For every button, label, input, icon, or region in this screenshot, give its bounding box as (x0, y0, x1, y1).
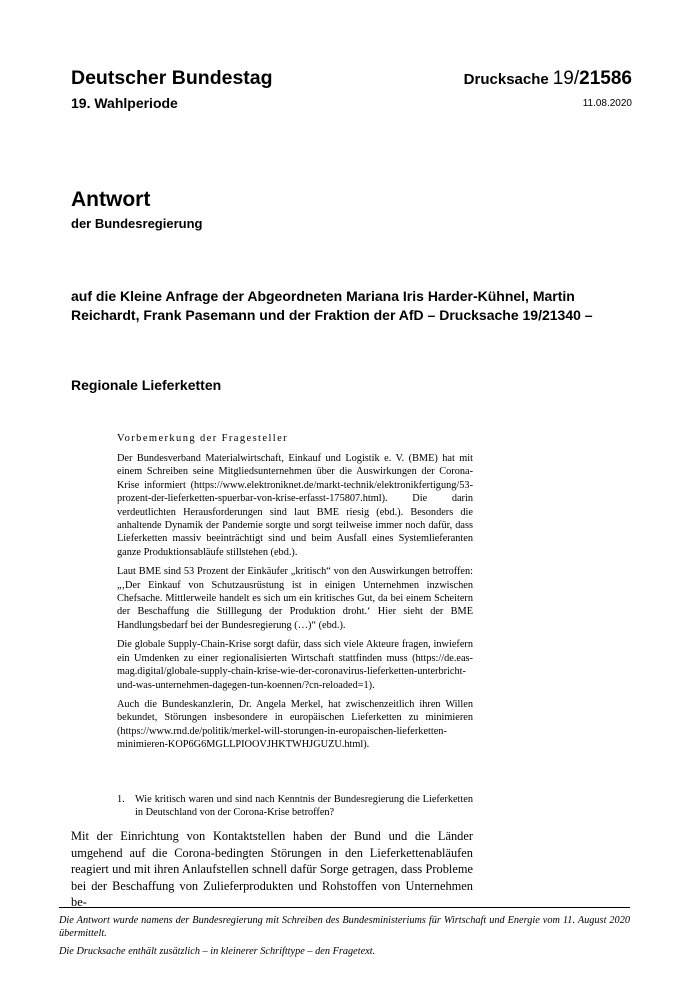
inquiry-reference: auf die Kleine Anfrage der Abgeordneten Mariana Iris Harder-Kühnel, Martin Reichardt, Frank Pasemann und der Fraktion der AfD – Drucksache 19/21340 – (71, 288, 593, 323)
footer-font-note: Die Drucksache enthält zusätzlich – in kleinerer Schrifttype – den Fragetext. (59, 946, 376, 957)
question-text: Wie kritisch waren und sind nach Kenntnis der Bundesregierung die Lieferketten in Deutschland von der Corona-Krise betroffen? (135, 794, 473, 819)
topic-heading: Regionale Lieferketten (71, 377, 222, 393)
preliminary-paragraph: Die globale Supply-Chain-Krise sorgt dafür, dass sich viele Akteure fragen, inwiefern ein Umdenken zu einer regionalisierten Wirtschaft stattfinden muss (https://de.eas-mag.digital/globale-supply-chain-krise-wie-der-coronavirus-lieferketten-unterbricht-und-was-unternehmen-dagegen-tun-koennen/?cn-reloaded=1). (117, 639, 473, 691)
question-number: 1. (117, 794, 125, 805)
legislative-period: 19. Wahlperiode (71, 95, 178, 111)
preliminary-paragraph: Auch die Bundeskanzlerin, Dr. Angela Merkel, hat zwischenzeitlich ihren Willen bekundet, Störungen insbesondere in europäischen Lieferketten zu minimieren (https://www.rnd.de/politik/merkel-will-storungen-in-europaischen-lieferketten-minimieren-KOP6G6MGLLPIOOVJHKTWHJGUZU.html). (117, 698, 473, 751)
answer-1: Mit der Einrichtung von Kontaktstellen haben der Bund und die Länder umgehend auf die Corona-bedingten Störungen in den Lieferkettenabläufen reagiert und mit ihren Anlaufstellen schnell dafür Sorge getragen, dass Probleme bei der Beschaffung von Zulieferprodukten und Rohstoffen von Unternehmen be- (71, 829, 473, 909)
drucksache-label: Drucksache (463, 71, 549, 88)
drucksache-number: 21586 (579, 68, 632, 89)
document-title: Antwort (71, 188, 151, 211)
preliminary-remark (117, 432, 473, 758)
document-subtitle: der Bundesregierung (71, 216, 203, 231)
footer-transmission-note: Die Antwort wurde namens der Bundesregierung mit Schreiben des Bundesministeriums für Wirtschaft und Energie vom 11. August 2020 übermittelt. (59, 915, 630, 939)
preliminary-heading: Vorbemerkung der Fragesteller (117, 433, 289, 444)
document-date: 11.08.2020 (582, 98, 632, 109)
drucksache-number-prefix: 19/ (552, 68, 580, 89)
footer-divider (59, 907, 630, 908)
footer-note (59, 914, 630, 958)
question-1 (117, 793, 473, 820)
preliminary-paragraph: Laut BME sind 53 Prozent der Einkäufer „kritisch“ von den Auswirkungen betroffen: „‚Der Einkauf von Schutzausrüstung ist in einigen Unternehmen inzwischen Chefsache. Mittlerweile handelt es sich um ein kritisches Gut, da bei einem Scheitern der Beschaffung die Stilllegung der Produktion droht.‘ Hier sieht der BME Handlungsbedarf bei der Bundesregierung (…)“ (ebd.). (117, 566, 473, 631)
institution-name: Deutscher Bundestag (71, 67, 273, 89)
document-header-left (71, 66, 273, 112)
drucksache-line (464, 68, 632, 91)
preliminary-paragraph: Der Bundesverband Materialwirtschaft, Einkauf und Logistik e. V. (BME) hat mit einem Schreiben seine Mitgliedsunternehmen über die Auswirkungen der Corona-Krise informiert (https://www.elektroniknet.de/markt-technik/elektronikfertigung/53-prozent-der-lieferketten-spuerbar-von-krise-erfasst-175807.html). Die darin verdeutlichten Herausforderungen sind laut BME riesig (ebd.). Besonders die anhaltende Dynamik der Pandemie sorgte und sorgt teilweise immer noch dafür, dass Lieferketten massiv beeinträchtigt sind und beim Ausfall eines Systemlieferanten ganze Produktionsabläufe stillstehen (ebd.). (117, 453, 473, 558)
document-header-right (464, 68, 632, 110)
